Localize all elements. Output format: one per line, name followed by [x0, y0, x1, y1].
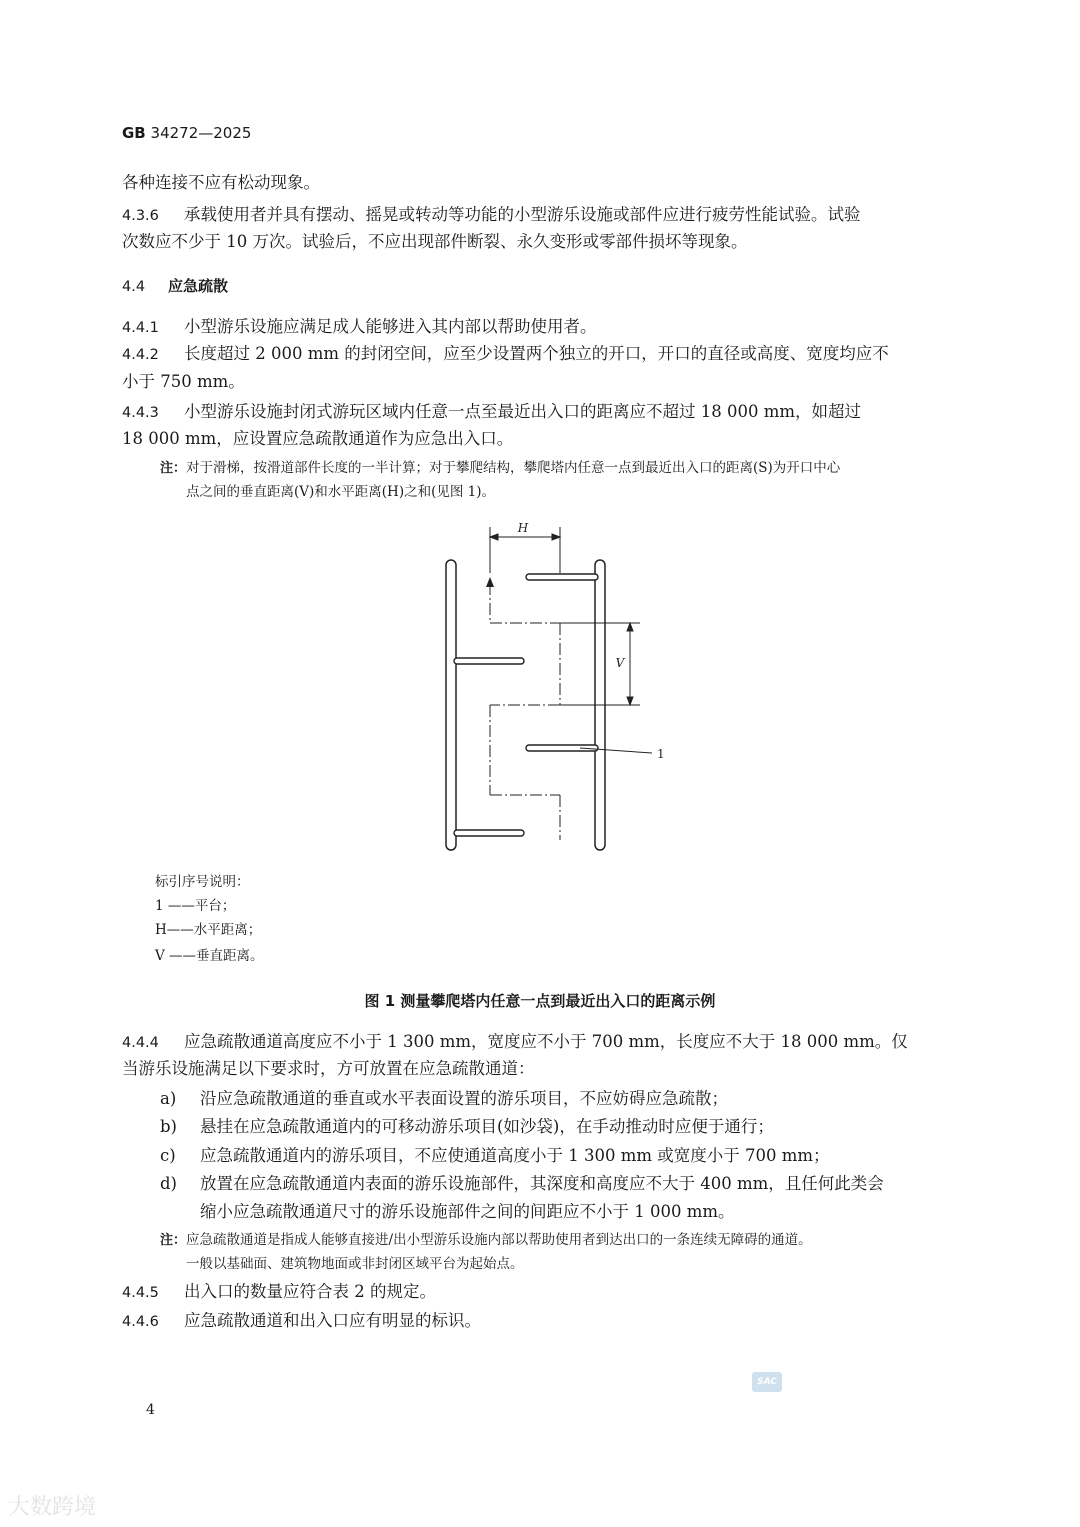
clause-text: 应急疏散通道高度应不小于 1 300 mm，宽度应不小于 700 mm，长度应不大于 18 000 mm。仅 — [184, 1032, 908, 1051]
sac-logo: SAC — [752, 1372, 782, 1392]
clause-text: 小型游乐设施应满足成人能够进入其内部以帮助使用者。 — [184, 317, 597, 336]
section-number: 4.4 — [122, 279, 146, 295]
standard-number: 34272—2025 — [150, 124, 252, 142]
note-label: 注： — [160, 1233, 187, 1248]
label-v: V — [615, 656, 625, 670]
note-1 — [160, 458, 840, 479]
list-marker: b) — [160, 1117, 177, 1136]
standard-prefix: GB — [122, 124, 146, 142]
list-marker: d) — [160, 1174, 177, 1193]
note-text: 应急疏散通道是指成人能够直接进/出小型游乐设施内部以帮助使用者到达出口的一条连续无障碍的通道。 — [186, 1232, 812, 1248]
note-1-line2: 点之间的垂直距离(V)和水平距离(H)之和(见图 1)。 — [186, 484, 496, 500]
clause-text: 应急疏散通道和出入口应有明显的标识。 — [184, 1311, 481, 1330]
platform-mid-left — [454, 658, 524, 664]
clause-number: 4.3.6 — [122, 208, 159, 224]
list-item-d-line2: 缩小应急疏散通道尺寸的游乐设施部件之间的间距应不小于 1 000 mm。 — [200, 1202, 735, 1221]
note-label: 注： — [160, 461, 187, 476]
list-marker: c) — [160, 1146, 176, 1165]
note-2-line2: 一般以基础面、建筑物地面或非封闭区域平台为起始点。 — [186, 1256, 524, 1272]
platform-bottom-left — [454, 830, 524, 836]
list-item-d — [160, 1173, 884, 1195]
legend-item-v: V ——垂直距离。 — [155, 948, 264, 964]
watermark: 大数跨境 — [8, 1495, 97, 1520]
clause-4-3-6-line2: 次数应不少于 10 万次。试验后，不应出现部件断裂、永久变形或零部件损坏等现象。 — [122, 232, 748, 251]
list-item-c — [160, 1145, 830, 1167]
note-2 — [160, 1230, 812, 1251]
paragraph-continuation: 各种连接不应有松动现象。 — [122, 173, 320, 192]
platform-top-right — [526, 574, 598, 580]
clause-text: 承载使用者并具有摆动、摇晃或转动等功能的小型游乐设施或部件应进行疲劳性能试验。试验 — [184, 205, 861, 224]
figure-climbing-tower — [430, 515, 670, 860]
clause-number: 4.4.5 — [122, 1285, 159, 1301]
label-1: 1 — [657, 747, 665, 761]
clause-4-4-3 — [122, 401, 861, 424]
clause-4-4-1 — [122, 316, 597, 339]
label-h: H — [517, 521, 529, 535]
path-centerlines — [490, 583, 560, 840]
list-text: 放置在应急疏散通道内表面的游乐设施部件，其深度和高度应不大于 400 mm，且任何此类会 — [200, 1174, 884, 1193]
clause-4-3-6 — [122, 204, 861, 227]
note-text: 对于滑梯，按滑道部件长度的一半计算；对于攀爬结构，攀爬塔内任意一点到最近出入口的距离(S)为开口中心 — [186, 460, 841, 476]
clause-4-4-2 — [122, 343, 889, 366]
clause-text: 小型游乐设施封闭式游玩区域内任意一点至最近出入口的距离应不超过 18 000 mm，如超过 — [184, 402, 862, 421]
list-item-a — [160, 1088, 728, 1110]
legend-item-1: 1 ——平台； — [155, 898, 236, 914]
clause-number: 4.4.3 — [122, 405, 159, 421]
clause-4-4-6 — [122, 1310, 481, 1333]
left-post — [446, 560, 456, 850]
clause-4-4-4 — [122, 1031, 908, 1054]
list-text: 悬挂在应急疏散通道内的可移动游乐项目(如沙袋)，在手动推动时应便于通行； — [200, 1117, 774, 1136]
clause-text: 出入口的数量应符合表 2 的规定。 — [184, 1282, 436, 1301]
clause-text: 长度超过 2 000 mm 的封闭空间，应至少设置两个独立的开口，开口的直径或高度、宽度均应不 — [184, 344, 889, 363]
list-text: 沿应急疏散通道的垂直或水平表面设置的游乐项目，不应妨碍应急疏散； — [200, 1089, 728, 1108]
clause-number: 4.4.1 — [122, 320, 159, 336]
list-marker: a) — [160, 1089, 177, 1108]
legend-item-h: H——水平距离； — [155, 922, 262, 938]
list-item-b — [160, 1116, 774, 1138]
figure-caption: 图 1 测量攀爬塔内任意一点到最近出入口的距离示例 — [364, 992, 716, 1010]
document-code — [122, 124, 251, 142]
clause-4-4-5 — [122, 1281, 436, 1304]
clause-number: 4.4.2 — [122, 347, 159, 363]
section-heading-4-4 — [122, 275, 228, 298]
clause-number: 4.4.4 — [122, 1035, 159, 1051]
clause-4-4-4-line2: 当游乐设施满足以下要求时，方可放置在应急疏散通道： — [122, 1059, 535, 1078]
clause-4-4-2-line2: 小于 750 mm。 — [122, 372, 245, 391]
legend-title: 标引序号说明： — [155, 874, 250, 890]
clause-number: 4.4.6 — [122, 1314, 159, 1330]
exit-arrow-icon — [486, 577, 494, 587]
list-text: 应急疏散通道内的游乐项目，不应使通道高度小于 1 300 mm 或宽度小于 700 mm； — [200, 1146, 830, 1165]
section-title: 应急疏散 — [168, 277, 229, 295]
clause-4-4-3-line2: 18 000 mm，应设置应急疏散通道作为应急出入口。 — [122, 429, 514, 448]
page-number: 4 — [146, 1402, 155, 1418]
